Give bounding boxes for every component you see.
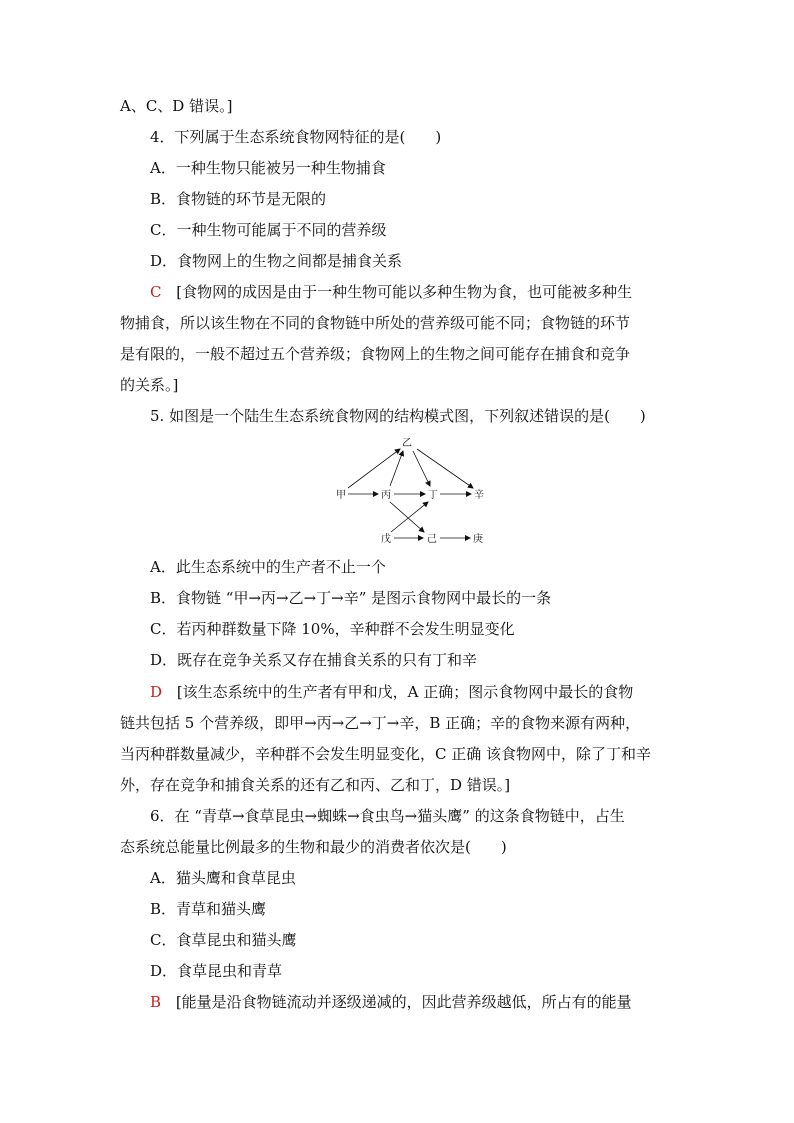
arrow-wu-ding: [391, 502, 428, 532]
q4-answer-letter: C: [150, 283, 162, 301]
q6-option-b: B．青草和猫头鹰: [150, 900, 267, 918]
node-ding: 丁: [428, 490, 438, 501]
arrow-jia-yi: [348, 449, 400, 488]
node-wu: 戊: [381, 534, 391, 545]
node-xin: 辛: [474, 490, 484, 501]
q5-answer-letter: D: [150, 683, 163, 701]
q4-option-b: B．食物链的环节是无限的: [150, 190, 327, 208]
text-line: 当丙种群数量减少，辛种群不会发生明显变化，C 正确 该食物网中，除了丁和辛: [120, 745, 652, 763]
q6-explanation-text: [能量是沿食物链流动并逐级递减的，因此营养级越低，所占有的能量: [175, 993, 632, 1011]
q6-option-d: D．食草昆虫和青草: [150, 962, 283, 980]
q6-option-c: C．食草昆虫和猫头鹰: [150, 931, 297, 949]
q4-option-a: A．一种生物只能被另一种生物捕食: [150, 159, 386, 177]
q6-answer-letter: B: [150, 993, 162, 1011]
question-5-stem: 5. 如图是一个陆生生态系统食物网的结构模式图，下列叙述错误的是( ): [150, 407, 646, 425]
arrow-bing-ji: [390, 502, 424, 532]
node-geng: 庚: [473, 534, 483, 545]
text-line: A、C、D 错误。]: [120, 97, 233, 115]
q4-option-d: D．食物网上的生物之间都是捕食关系: [150, 252, 403, 270]
q6-explanation-line: [150, 992, 632, 1012]
node-bing: 丙: [381, 490, 391, 501]
node-yi: 乙: [402, 438, 412, 449]
q4-option-c: C．一种生物可能属于不同的营养级: [150, 221, 387, 239]
q5-option-a: A．此生态系统中的生产者不止一个: [150, 558, 386, 576]
q5-option-c: C．若丙种群数量下降 10%，辛种群不会发生明显变化: [150, 620, 515, 638]
arrow-yi-xin: [417, 449, 473, 488]
text-line: 态系统总能量比例最多的生物和最少的消费者依次是( ): [120, 838, 507, 856]
text-line: 链共包括 5 个营养级，即甲→丙→乙→丁→辛，B 正确；辛的食物来源有两种，: [120, 714, 641, 732]
text-line: 外，存在竞争和捕食关系的还有乙和丙、乙和丁，D 错误。]: [120, 776, 511, 794]
question-6-stem: 6．在 “青草→食草昆虫→蜘蛛→食虫鸟→猫头鹰” 的这条食物链中，占生: [150, 807, 625, 825]
question-4-stem: 4．下列属于生态系统食物网特征的是( ): [150, 128, 442, 146]
arrow-bing-yi: [390, 451, 403, 486]
q5-option-d: D．既存在竞争关系又存在捕食关系的只有丁和辛: [150, 651, 478, 669]
text-line: 的关系。]: [120, 376, 179, 394]
q6-option-a: A．猫头鹰和食草昆虫: [150, 869, 296, 887]
text-line: 物捕食，所以该生物在不同的食物链中所处的营养级可能不同；食物链的环节: [120, 314, 631, 332]
q5-explanation-line: [150, 682, 633, 702]
q4-explanation-line: [150, 282, 632, 302]
node-ji: 己: [427, 534, 437, 545]
q5-explanation-text: [该生态系统中的生产者有甲和戊，A 正确；图示食物网中最长的食物: [176, 683, 634, 701]
q5-option-b: B．食物链 “甲→丙→乙→丁→辛” 是图示食物网中最长的一条: [150, 589, 552, 607]
text-line: 是有限的，一般不超过五个营养级；食物网上的生物之间可能存在捕食和竞争: [120, 345, 631, 363]
food-web-diagram: [336, 432, 496, 548]
q4-explanation-text: [食物网的成因是由于一种生物可能以多种生物为食，也可能被多种生: [176, 283, 633, 301]
node-jia: 甲: [336, 490, 346, 501]
